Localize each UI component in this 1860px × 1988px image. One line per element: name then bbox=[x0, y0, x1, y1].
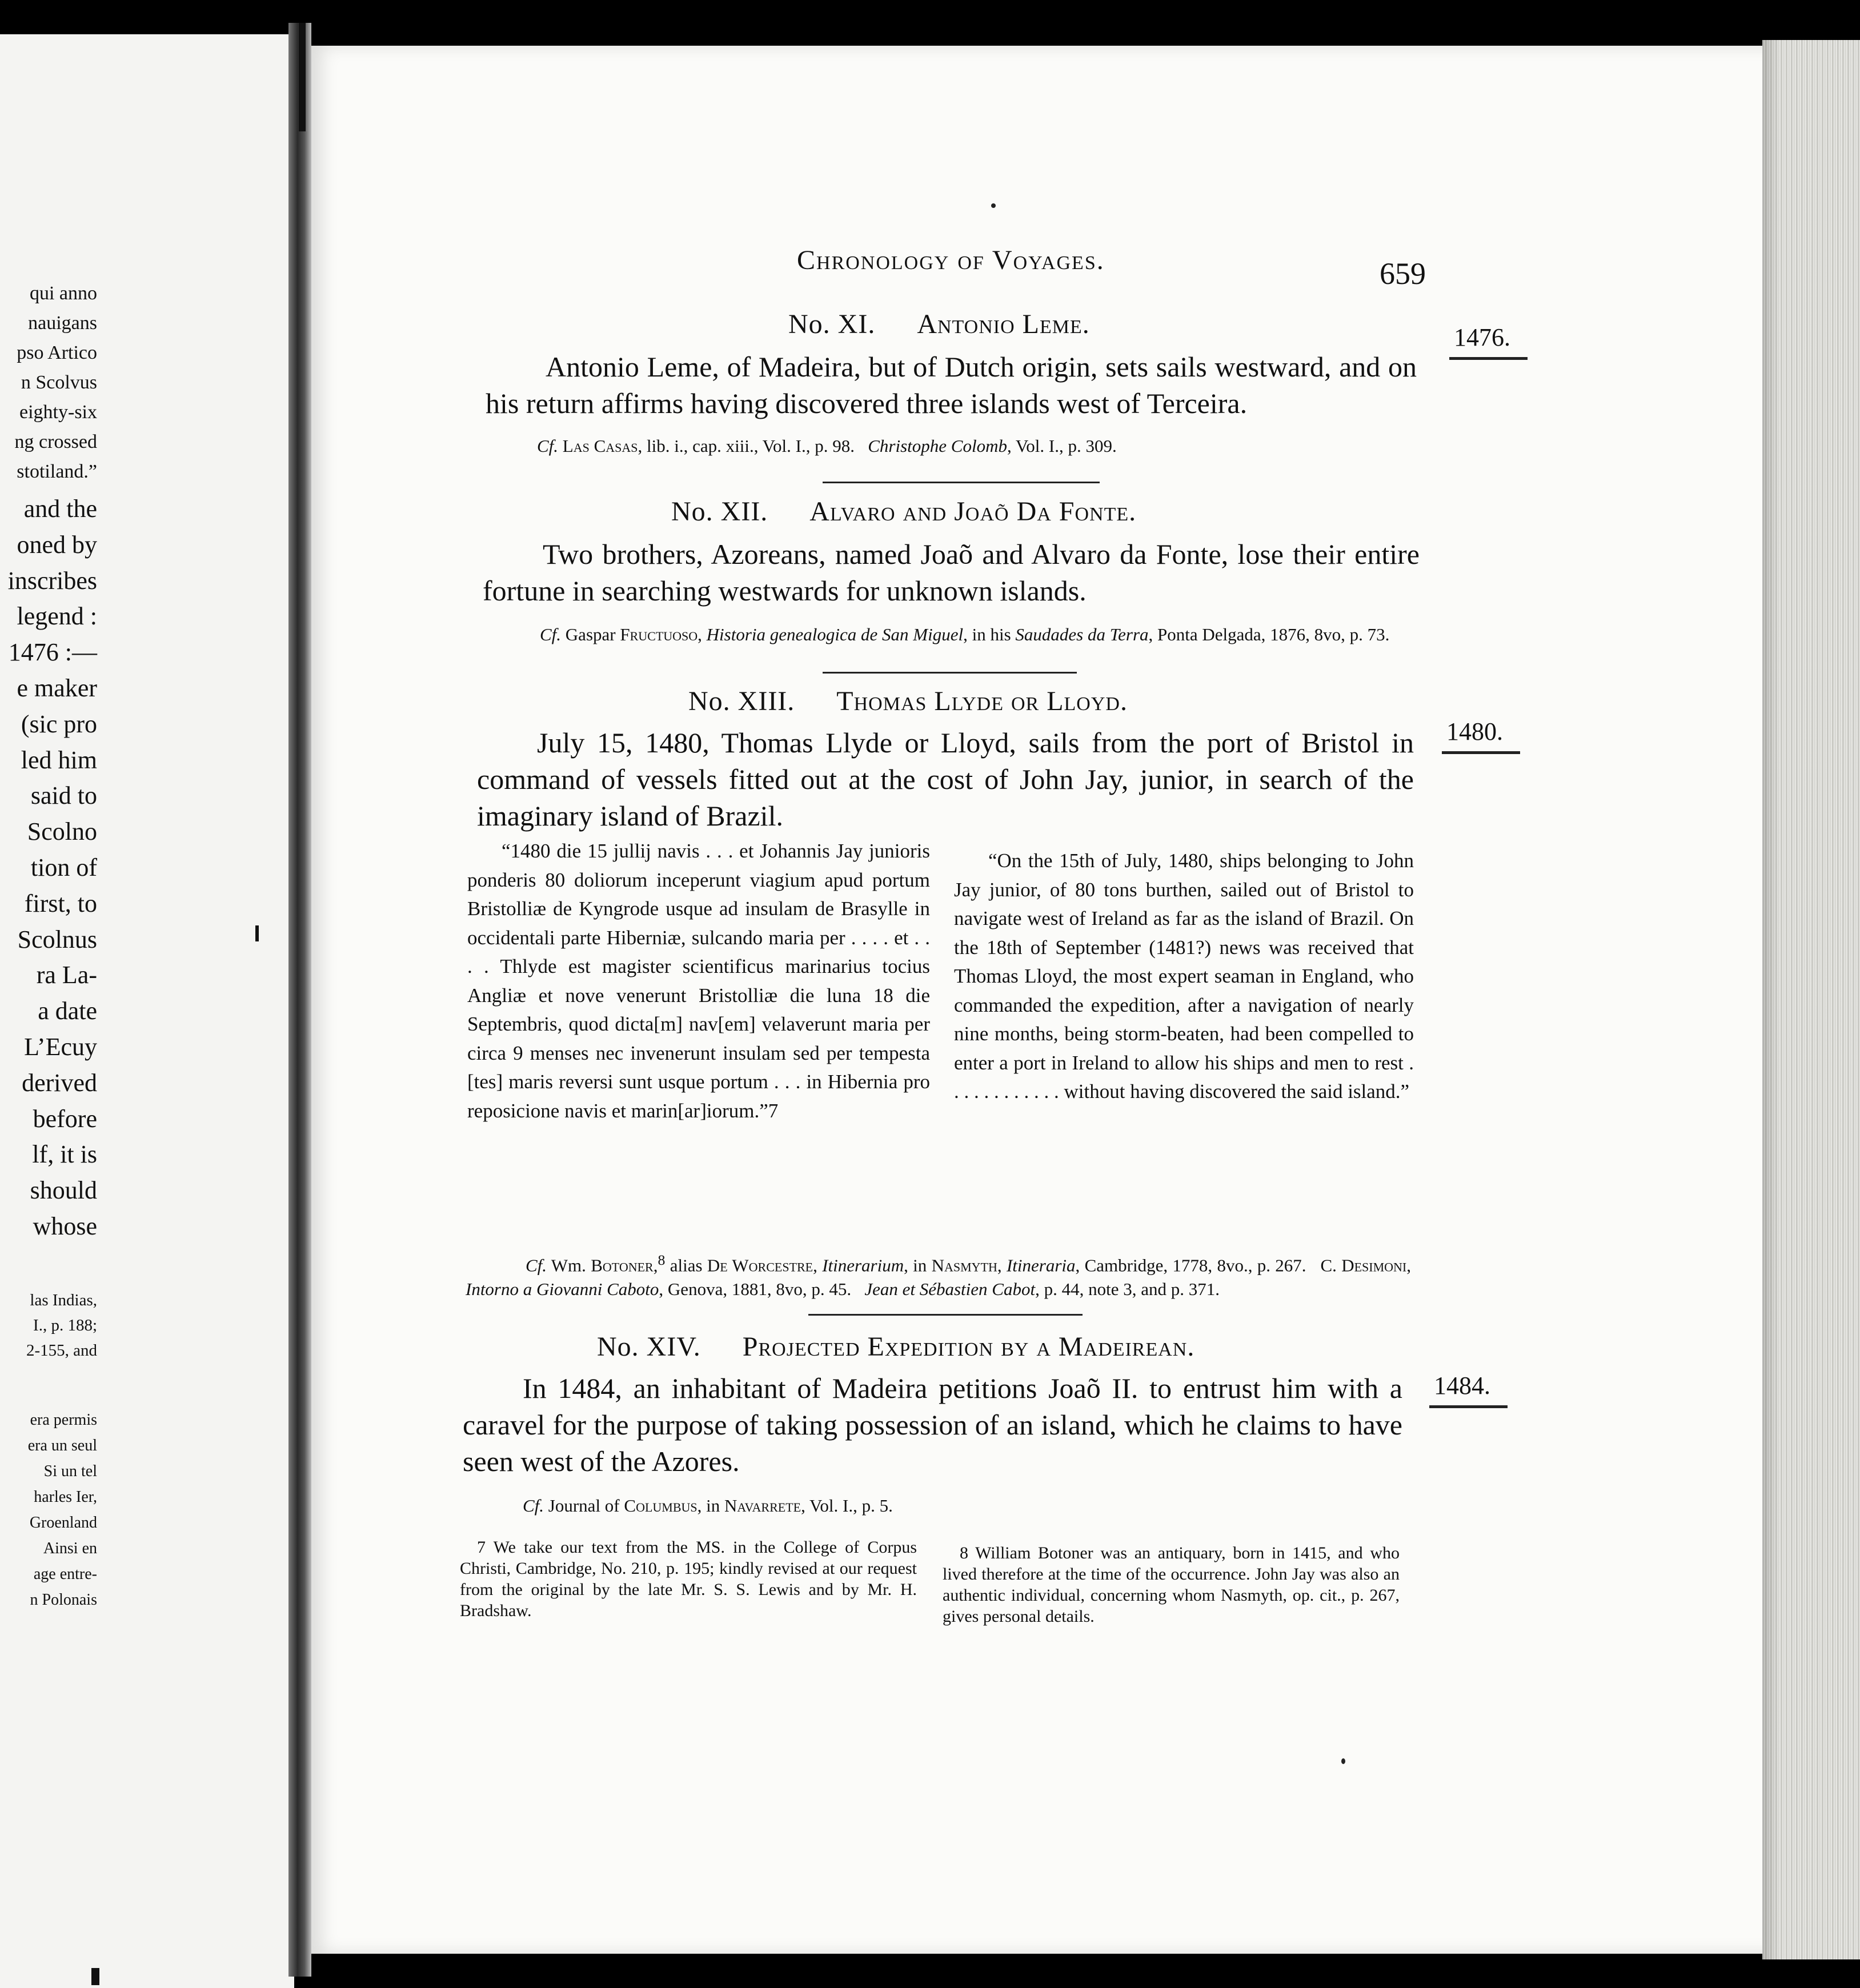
entry-body-xi: Antonio Leme, of Madeira, but of Dutch origin, sets sails westward, and on his return affirms having discovered three islands west of Terceira. bbox=[486, 351, 1417, 419]
footnote-8: 8 William Botoner was an antiquary, born in 1415, and who lived therefore at the time of the occurrence. John Jay was also an authentic individual, concerning whom Nasmyth, op. cit., p. 267, gives personal details. bbox=[943, 1544, 1400, 1626]
entry-citation-xii: Cf. Gaspar Fructuoso, Historia genealogica de San Miguel, in his Saudades da Terra, Ponta Delgada, 1876, 8vo, p. 73. bbox=[540, 624, 1390, 644]
left-page-note-line: harles Ier, bbox=[34, 1488, 97, 1506]
book-gutter bbox=[288, 23, 311, 1977]
page-edges bbox=[1762, 40, 1860, 1959]
quote-latin: “1480 die 15 jullij navis . . . et Johannis Jay junioris ponderis 80 doliorum inceperunt viagium apud portum Bristolliæ de Kyngrode usque ad insulam de Brasylle in occidentali parte Hiberniæ, sulcando maria per . . . . et . . . . Thlyde est magister scientificus marinarius tocius Angliæ et nove venerunt Bristolliæ die luna 18 die Septembris, quod dicta[m] nav[em] velaverunt maria per circa 9 menses nec invenerunt insulam sed per tempesta [tes] maris reversi sunt usque portum . . . in Hibernia pro reposicione navis et marin[ar]iorum.”7 bbox=[467, 840, 930, 1122]
left-page-footnote-line: I., p. 188; bbox=[33, 1316, 97, 1334]
left-page-line: nauigans bbox=[28, 312, 97, 334]
entry-heading-xi bbox=[788, 308, 1090, 340]
entry-number: No. XII. bbox=[671, 496, 768, 527]
left-page-fragment bbox=[0, 34, 294, 1988]
entry-title: Projected Expedition by a Madeirean. bbox=[742, 1332, 1195, 1362]
running-head: Chronology of Voyages. bbox=[797, 245, 1105, 275]
left-page-note-line: n Polonais bbox=[30, 1591, 97, 1609]
left-page-note-line: Groenland bbox=[29, 1514, 97, 1532]
left-page-line: and the bbox=[23, 495, 97, 523]
left-page-line: qui anno bbox=[29, 283, 97, 304]
left-page-line: eighty-six bbox=[19, 402, 97, 423]
left-page-note-line: Si un tel bbox=[43, 1462, 97, 1480]
entry-title: Antonio Leme. bbox=[917, 309, 1090, 339]
entry-citation-xiii: Cf. Wm. Botoner,$^8$ alias De Worcestre, Itinerarium, in Nasmyth, Itineraria, Cambridge, 1778, 8vo., p. 267. C. Desimoni, Intorno a Giovanni Caboto, Genova, 1881, 8vo, p. 45. Jean et Sébastien Cabot, p. 44, note 3, and p. 371. bbox=[466, 1252, 1412, 1300]
left-page-note-line: Ainsi en bbox=[43, 1540, 97, 1557]
left-page-note-line: age entre- bbox=[33, 1565, 97, 1583]
left-page-line: n Scolvus bbox=[21, 372, 97, 393]
entry-number: No. XIII. bbox=[688, 686, 795, 716]
left-page-line: ng crossed bbox=[14, 431, 97, 452]
entry-heading-xiii bbox=[688, 686, 1128, 717]
left-page-line: Scolno bbox=[27, 817, 97, 846]
ink-speck bbox=[1341, 1758, 1345, 1764]
footnote-7: 7 We take our text from the MS. in the College of Corpus Christi, Cambridge, No. 210, p. 195; kindly revised at our request from the original by the late Mr. S. S. Lewis and by Mr. H. Bradshaw. bbox=[460, 1538, 917, 1620]
margin-year-1476: 1476. bbox=[1454, 323, 1510, 352]
left-page-note-line: era un seul bbox=[27, 1437, 97, 1454]
entry-citation-xi: Cf. Las Casas, lib. i., cap. xiii., Vol. I., p. 98. Christophe Colomb, Vol. I., p. 309. bbox=[537, 436, 1117, 456]
ink-mark bbox=[91, 1968, 99, 1985]
left-page-line: e maker bbox=[17, 674, 97, 702]
left-page-line: oned by bbox=[17, 530, 97, 559]
left-page-footnote-line: las Indias, bbox=[30, 1291, 97, 1309]
margin-year-1480: 1480. bbox=[1446, 717, 1503, 746]
left-page-line: derived bbox=[22, 1068, 97, 1097]
left-page-line: Scolnus bbox=[17, 925, 97, 953]
entry-title: Thomas Llyde or Lloyd. bbox=[836, 686, 1128, 716]
gutter-shadow-mark bbox=[299, 23, 306, 131]
entry-body-xii: Two brothers, Azoreans, named Joaõ and Alvaro da Fonte, lose their entire fortune in searching westwards for unknown islands. bbox=[483, 538, 1420, 607]
left-page-line: 1476 :— bbox=[8, 638, 97, 667]
left-page-footnote-line: 2-155, and bbox=[26, 1341, 97, 1360]
entry-heading-xiv bbox=[597, 1331, 1194, 1362]
left-page-line: first, to bbox=[24, 889, 97, 917]
left-page-line: tion of bbox=[30, 853, 97, 881]
left-page-note-line: era permis bbox=[30, 1411, 97, 1429]
page-number: 659 bbox=[1380, 256, 1426, 291]
margin-year-1484: 1484. bbox=[1434, 1371, 1490, 1400]
left-page-line: lf, it is bbox=[32, 1140, 97, 1169]
left-page-line: inscribes bbox=[7, 566, 97, 595]
entry-title: Alvaro and Joaõ Da Fonte. bbox=[809, 496, 1137, 527]
left-page-line: before bbox=[33, 1104, 97, 1133]
left-page-line: legend : bbox=[17, 602, 97, 631]
ink-speck bbox=[991, 203, 996, 208]
entry-body-xiii: July 15, 1480, Thomas Llyde or Lloyd, sails from the port of Bristol in command of vessels fitted out at the cost of John Jay, junior, in search of the imaginary island of Brazil. bbox=[477, 727, 1414, 832]
left-page-line: ra La- bbox=[36, 961, 97, 989]
left-page-line: stotiland.” bbox=[17, 461, 97, 482]
section-rule bbox=[823, 482, 1100, 483]
ink-mark bbox=[255, 925, 259, 941]
entry-body-xiv: In 1484, an inhabitant of Madeira petitions Joaõ II. to entrust him with a caravel for the purpose of taking possession of an island, which he claims to have seen west of the Azores. bbox=[463, 1372, 1402, 1477]
left-page-line: pso Artico bbox=[17, 342, 97, 363]
entry-number: No. XI. bbox=[788, 309, 876, 339]
section-rule bbox=[823, 672, 1077, 674]
left-page-line: said to bbox=[30, 781, 97, 810]
entry-number: No. XIV. bbox=[597, 1332, 701, 1362]
quote-english: “On the 15th of July, 1480, ships belonging to John Jay junior, of 80 tons burthen, sailed out of Bristol to navigate west of Ireland as far as the island of Brazil. On the 18th of September (1481?) news was received that Thomas Lloyd, the most expert seaman in England, who commanded the expedition, after a navigation of nearly nine months, being storm-beaten, had been compelled to enter a port in Ireland to allow his ships and men to rest . . . . . . . . . . . . without having discovered the said island.” bbox=[954, 849, 1414, 1103]
left-page-line: (sic pro bbox=[21, 710, 97, 738]
entry-heading-xii bbox=[671, 496, 1136, 527]
left-page-line: should bbox=[30, 1176, 97, 1205]
left-page-line: a date bbox=[38, 997, 97, 1025]
section-rule bbox=[808, 1314, 1083, 1316]
left-page-line: whose bbox=[33, 1212, 97, 1240]
left-page-line: L’Ecuy bbox=[24, 1033, 97, 1061]
left-page-line: led him bbox=[21, 746, 97, 774]
entry-citation-xiv: Cf. Journal of Columbus, in Navarrete, Vol. I., p. 5. bbox=[523, 1496, 893, 1516]
